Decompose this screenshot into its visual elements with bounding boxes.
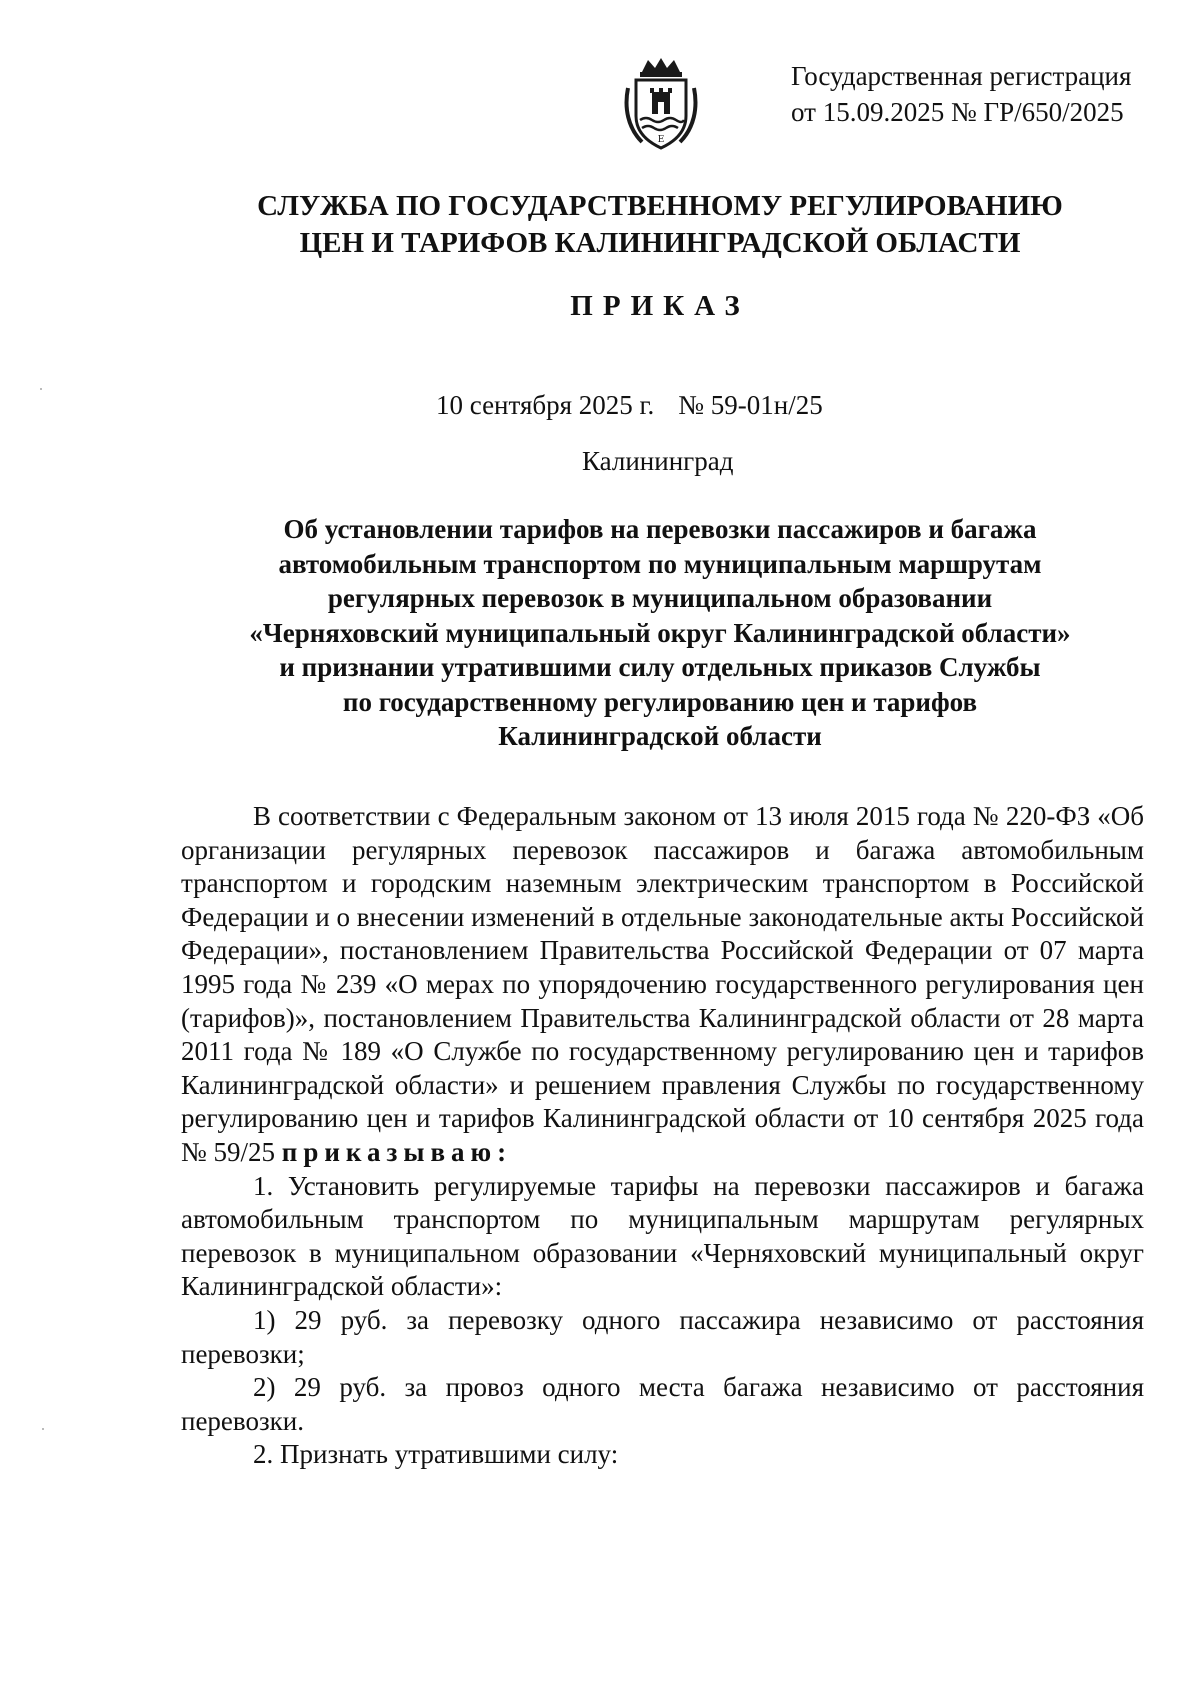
agency-line-2: ЦЕН И ТАРИФОВ КАЛИНИНГРАДСКОЙ ОБЛАСТИ <box>299 227 1021 259</box>
order-title <box>220 512 1100 754</box>
order-number: № 59-01н/25 <box>678 390 823 420</box>
date-number-line <box>436 390 823 421</box>
title-line: и признании утратившими силу отдельных приказов Службы <box>279 652 1041 682</box>
coat-of-arms-icon <box>622 58 700 150</box>
item-1-1: 1) 29 руб. за перевозку одного пассажира независимо от расстояния перевозки; <box>181 1304 1144 1369</box>
item-1-2: 2) 29 руб. за провоз одного места багажа независимо от расстояния перевозки. <box>181 1372 1144 1436</box>
registration-line-2: от 15.09.2025 № ГР/650/2025 <box>791 97 1124 127</box>
title-line: Об установлении тарифов на перевозки пассажиров и багажа <box>283 514 1037 544</box>
order-body <box>181 800 1144 1472</box>
registration-stamp <box>791 58 1171 130</box>
preamble-text: В соответствии с Федеральным законом от 13 июля 2015 года № 220-ФЗ «Об организации регулярных перевозок пассажиров и багажа автомобильным транспортом и городским наземным электрическим транспортом в Российской Федерации и о внесении изменений в отдельные законодательные акты Российской Федерации», постановлением Правительства Российской Федерации от 07 марта 1995 года № 239 «О мерах по упорядочению государственного регулирования цен (тарифов)», постановлением Правительства Калининградской области от 28 марта 2011 года № 189 «О Службе по государственному регулированию цен и тарифов Калининградской области» и решением правления Службы по государственному регулированию цен и тарифов Калининградской области от 10 сентября 2025 года № 59/25 <box>181 801 1144 1167</box>
agency-line-1: СЛУЖБА ПО ГОСУДАРСТВЕННОМУ РЕГУЛИРОВАНИЮ <box>257 190 1063 222</box>
svg-text:E: E <box>657 135 665 145</box>
registration-line-1: Государственная регистрация <box>791 61 1132 91</box>
title-line: регулярных перевозок в муниципальном образовании <box>327 583 993 613</box>
agency-name <box>0 188 1200 262</box>
document-type: ПРИКАЗ <box>570 290 750 322</box>
scan-speck <box>42 1428 44 1430</box>
scan-speck <box>40 388 42 390</box>
title-line: «Черняховский муниципальный округ Калининградской области» <box>249 617 1071 648</box>
city: Калининград <box>582 446 734 476</box>
order-word-spaced: приказываю: <box>281 1136 513 1167</box>
title-line: автомобильным транспортом по муниципальным маршрутам <box>278 548 1042 579</box>
order-date: 10 сентября 2025 г. <box>436 390 655 420</box>
item-1: 1. Установить регулируемые тарифы на перевозки пассажиров и багажа автомобильным транспортом по муниципальным маршрутам регулярных перевозок в муниципальном образовании «Черняховский муниципальный округ Калининградской области»: <box>181 1170 1144 1302</box>
item-2: 2. Признать утратившими силу: <box>253 1439 619 1470</box>
title-line: по государственному регулированию цен и тарифов <box>342 686 978 717</box>
title-line: Калининградской области <box>498 721 822 751</box>
preamble-paragraph <box>181 800 1144 1170</box>
